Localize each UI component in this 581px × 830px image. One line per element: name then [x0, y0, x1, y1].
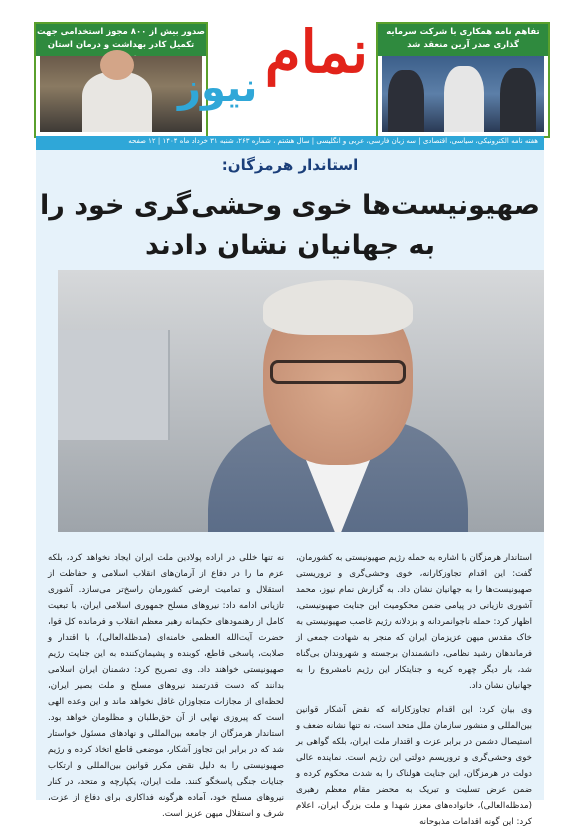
masthead	[0, 0, 581, 138]
portrait-hair	[263, 280, 413, 335]
promo-title: تفاهم نامه همکاری با شرکت سرمایه گذاری صدر آرین منعقد شد	[378, 24, 548, 56]
portrait-glasses	[270, 360, 406, 384]
article-paragraph: وی بیان کرد: این اقدام تجاوزکارانه که نقض آشکار قوانین بین‌المللی و منشور سازمان ملل متحد است، نه تنها نشانه ضعف و استیصال دشمن در برابر عزت و اقتدار ملت ایران، بلکه گواهی بر خوی وحشی‌گری و تروریسم دولتی این رژیم است. نماینده عالی دولت در هرمزگان، این جنایت هولناک را به شدت محکوم کرده و ضمن عرض تسلیت و تبریک به محضر مقام معظم رهبری (مدظله‌العالی)، خانواده‌های معزز شهدا و ملت بزرگ ایران، اعلام کرد: این گونه اقدامات مذبوحانه	[296, 705, 532, 827]
article-column-right	[296, 550, 532, 830]
article-kicker: استاندار هرمزگان:	[221, 156, 359, 174]
hero-photo	[58, 270, 544, 532]
official-figure	[388, 70, 424, 132]
official-figure	[500, 68, 536, 132]
logo-news: نیوز	[178, 65, 258, 111]
issue-tagline: هفته نامه الکترونیکی، سیاسی، اقتصادی | سه زبان فارسی، عربی و انگلیسی | سال هشتم ، شماره ۲۶۳، شنبه ۳۱ خرداد ماه ۱۴۰۴ | ۱۲ صفحه	[128, 137, 538, 145]
official-figure	[444, 66, 484, 132]
article-paragraph: نه تنها خللی در اراده پولادین ملت ایران ایجاد نخواهد کرد، بلکه عزم ما را در دفاع از آرمان‌های انقلاب اسلامی و حفاظت از استقلال و تمامیت ارضی کشورمان راسخ‌تر می‌سازد. آشوری تازیانی ادامه داد: نیروهای مسلح جمهوری اسلامی ایران، با تبعیت کامل از رهنمودهای حکیمانه رهبر معظم انقلاب و فرمانده کل قوا، حضرت آیت‌الله العظمی خامنه‌ای (مدظله‌العالی)، با اقتدار و صلابت، پاسخی قاطع، کوبنده و پشیمان‌کننده به این جنایت رژیم صهیونیستی خواهند داد. وی تصریح کرد: دشمنان ایران اسلامی بدانند که دست قدرتمند نیروهای مسلح و ملت بصیر ایران، لحظه‌ای از مجازات متجاوزان غافل نخواهد ماند و این وعده الهی است که پیروزی نهایی از آن حق‌طلبان و مظلومان خواهد بود. استاندار هرمزگان از جامعه بین‌المللی و نهادهای مسئول خواستار شد که در برابر این تجاوز آشکار، موضعی قاطع اتخاذ کرده و رژیم صهیونیستی را به دلیل نقض مکرر قوانین بین‌المللی و ارتکاب جنایات جنگی پاسخگو کنند. ملت ایران، یکپارچه و متحد، در کنار نیروهای مسلح خود، آماده هرگونه فداکاری برای دفاع از عزت، شرف و استقلال میهن عزیز است.	[48, 553, 284, 819]
official-portrait-face	[100, 50, 134, 80]
article-column-left	[48, 550, 284, 822]
official-portrait	[82, 72, 152, 132]
promo-box-agreement[interactable]	[376, 22, 550, 138]
promo-photo	[382, 56, 544, 132]
article-paragraph: استاندار هرمزگان با اشاره به حمله رژیم صهیونیستی به کشورمان، گفت: این اقدام تجاوزکارانه، خوی وحشی‌گری و تروریستی صهیونیست‌ها را به جهانیان نشان داد. به گزارش نمام نیوز، محمد آشوری تازیانی در پیامی ضمن محکومیت این جنایت صهیونیستی، اظهار کرد: حمله ناجوانمردانه و بزدلانه رژیم غاصب صهیونیستی به خاک مقدس میهن عزیزمان ایران که منجر به شهادت جمعی از فرماندهان رشید نظامی، دانشمندان برجسته و شهروندان بی‌گناه شد، بار دیگر چهره کریه و جنایتکار این رژیم نامشروع را به جهانیان نشان داد.	[296, 553, 532, 691]
promo-title: صدور بیش از ۸۰۰ مجوز استخدامی جهت تکمیل کادر بهداشت و درمان استان	[36, 24, 206, 56]
front-page-article	[36, 150, 544, 827]
brand-logo[interactable]	[178, 20, 376, 116]
logo-name: نمام	[264, 18, 368, 86]
tagline-bar	[36, 136, 544, 150]
background-monitor	[58, 330, 170, 440]
article-headline: صهیونیست‌ها خوی وحشی‌گری خود را به جهانیان نشان دادند	[40, 190, 540, 261]
